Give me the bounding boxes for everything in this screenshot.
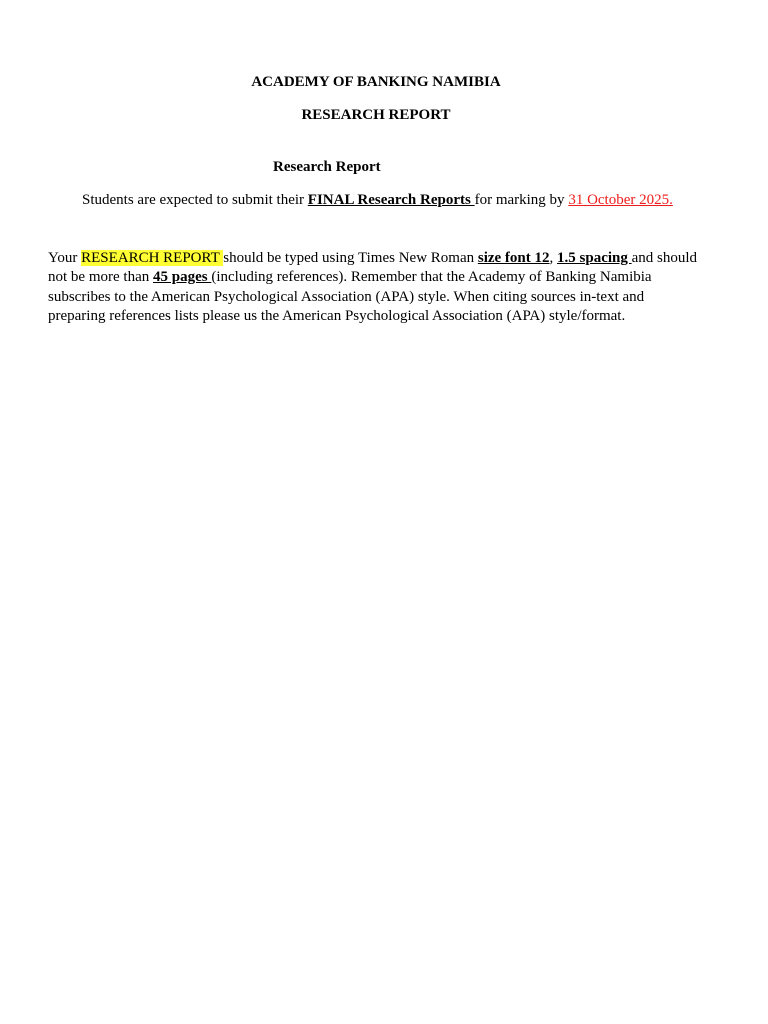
submission-notice (82, 191, 673, 209)
spacing-emphasis: 1.5 spacing (557, 250, 632, 266)
page-limit-emphasis: 45 pages (152, 269, 212, 286)
notice-middle: for marking by (474, 192, 569, 208)
research-report-highlight: RESEARCH REPORT (81, 250, 224, 266)
line1-text-2: should be typed using Times New Roman (223, 250, 478, 266)
paragraph-line-3: subscribes to the American Psychological Association (APA) style. When citing sources in-text and (48, 288, 645, 305)
paragraph-line-1 (48, 249, 708, 268)
notice-prefix: Students are expected to submit their (82, 192, 308, 208)
paragraph-line-2 (48, 268, 708, 287)
line2-text-2: (including references). Remember that the Academy of Banking Namibia (211, 269, 652, 286)
line1-text-1: Your (48, 250, 82, 266)
section-heading: Research Report (273, 159, 381, 175)
organization-title: ACADEMY OF BANKING NAMIBIA (251, 74, 501, 90)
final-reports-emphasis: FINAL Research Reports (307, 192, 475, 208)
paragraph-line-4: preparing references lists please us the American Psychological Association (APA) style/format. (48, 307, 626, 324)
report-title: RESEARCH REPORT (301, 107, 451, 123)
font-size-emphasis: size font 12 (477, 250, 550, 266)
line1-text-4: and should (631, 250, 698, 266)
line2-text-1: not be more than (48, 269, 153, 286)
formatting-instructions (48, 249, 708, 326)
deadline-date: 31 October 2025. (568, 192, 673, 208)
line1-text-3: , (549, 250, 558, 266)
